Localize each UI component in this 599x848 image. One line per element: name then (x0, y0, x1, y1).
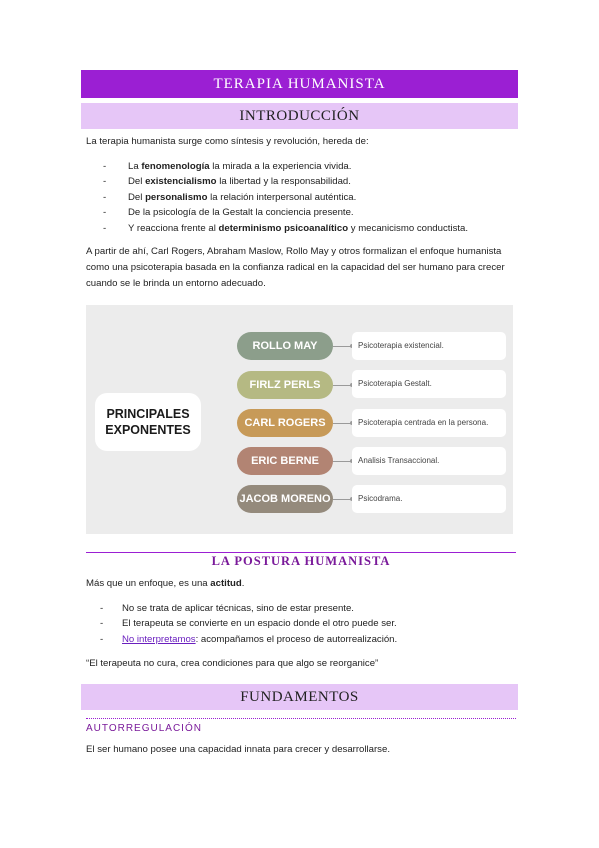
exponent-pill: CARL ROGERS (237, 409, 333, 437)
fundamentos-section (86, 723, 516, 758)
postura-lead: Más que un enfoque, es una actitud. (86, 578, 245, 589)
subheading-autorregulacion: AUTORREGULACIÓN (86, 723, 202, 734)
list-item: - La fenomenología la mirada a la experiencia vivida. (103, 160, 352, 172)
exponent-pill: FIRLZ PERLS (237, 371, 333, 399)
intro-section (86, 134, 516, 292)
section-divider (86, 552, 516, 553)
list-item: - No se trata de aplicar técnicas, sino de estar presente. (100, 602, 354, 614)
intro-lead: La terapia humanista surge como síntesis y revolución, hereda de: (86, 136, 369, 147)
exponent-description: Psicodrama. (352, 485, 506, 513)
exponentes-diagram (86, 305, 513, 534)
principales-exponentes-box: PRINCIPALES EXPONENTES (95, 393, 201, 451)
list-item: - Y reacciona frente al determinismo psicoanalítico y mecanicismo conductista. (103, 222, 469, 234)
postura-quote: “El terapeuta no cura, crea condiciones para que algo se reorganice” (86, 658, 379, 669)
exponent-description: Analisis Transaccional. (352, 447, 506, 475)
document-title: TERAPIA HUMANISTA (81, 70, 518, 98)
connector (333, 499, 352, 500)
list-item: - Del existencialismo la libertad y la responsabilidad. (103, 176, 351, 187)
no-interpretamos-link[interactable]: No interpretamos (122, 633, 196, 645)
section-heading-postura: LA POSTURA HUMANISTA (211, 554, 391, 568)
connector (333, 423, 352, 424)
connector (333, 346, 352, 347)
dotted-divider (86, 718, 516, 719)
section-heading-introduccion: INTRODUCCIÓN (81, 103, 518, 129)
exponent-description: Psicoterapia Gestalt. (352, 370, 506, 398)
fundamentos-text: El ser humano posee una capacidad innata para crecer y desarrollarse. (86, 744, 390, 755)
intro-paragraph: A partir de ahí, Carl Rogers, Abraham Maslow, Rollo May y otros formalizan el enfoque humanista como una psicoterapia basada en la confianza radical en la capacidad del ser humano para crecer cuando se le brinda un entorno adecuado. (86, 246, 505, 289)
postura-list (86, 601, 516, 648)
exponent-description: Psicoterapia centrada en la persona. (352, 409, 506, 437)
section-heading-fundamentos: FUNDAMENTOS (81, 684, 518, 710)
exponent-description: Psicoterapia existencial. (352, 332, 506, 360)
exponent-pill: JACOB MORENO (237, 485, 333, 513)
inheritance-list (86, 159, 516, 237)
list-item: - No interpretamos: acompañamos el proceso de autorrealización. (100, 633, 398, 645)
connector (333, 385, 352, 386)
exponent-pill: ERIC BERNE (237, 447, 333, 475)
connector (333, 461, 352, 462)
postura-section (86, 576, 516, 672)
list-item: - El terapeuta se convierte en un espacio donde el otro puede ser. (100, 618, 397, 629)
list-item: - De la psicología de la Gestalt la conciencia presente. (103, 207, 354, 218)
list-item: - Del personalismo la relación interpersonal auténtica. (103, 191, 357, 203)
page-header (81, 70, 518, 129)
exponent-pill: ROLLO MAY (237, 332, 333, 360)
